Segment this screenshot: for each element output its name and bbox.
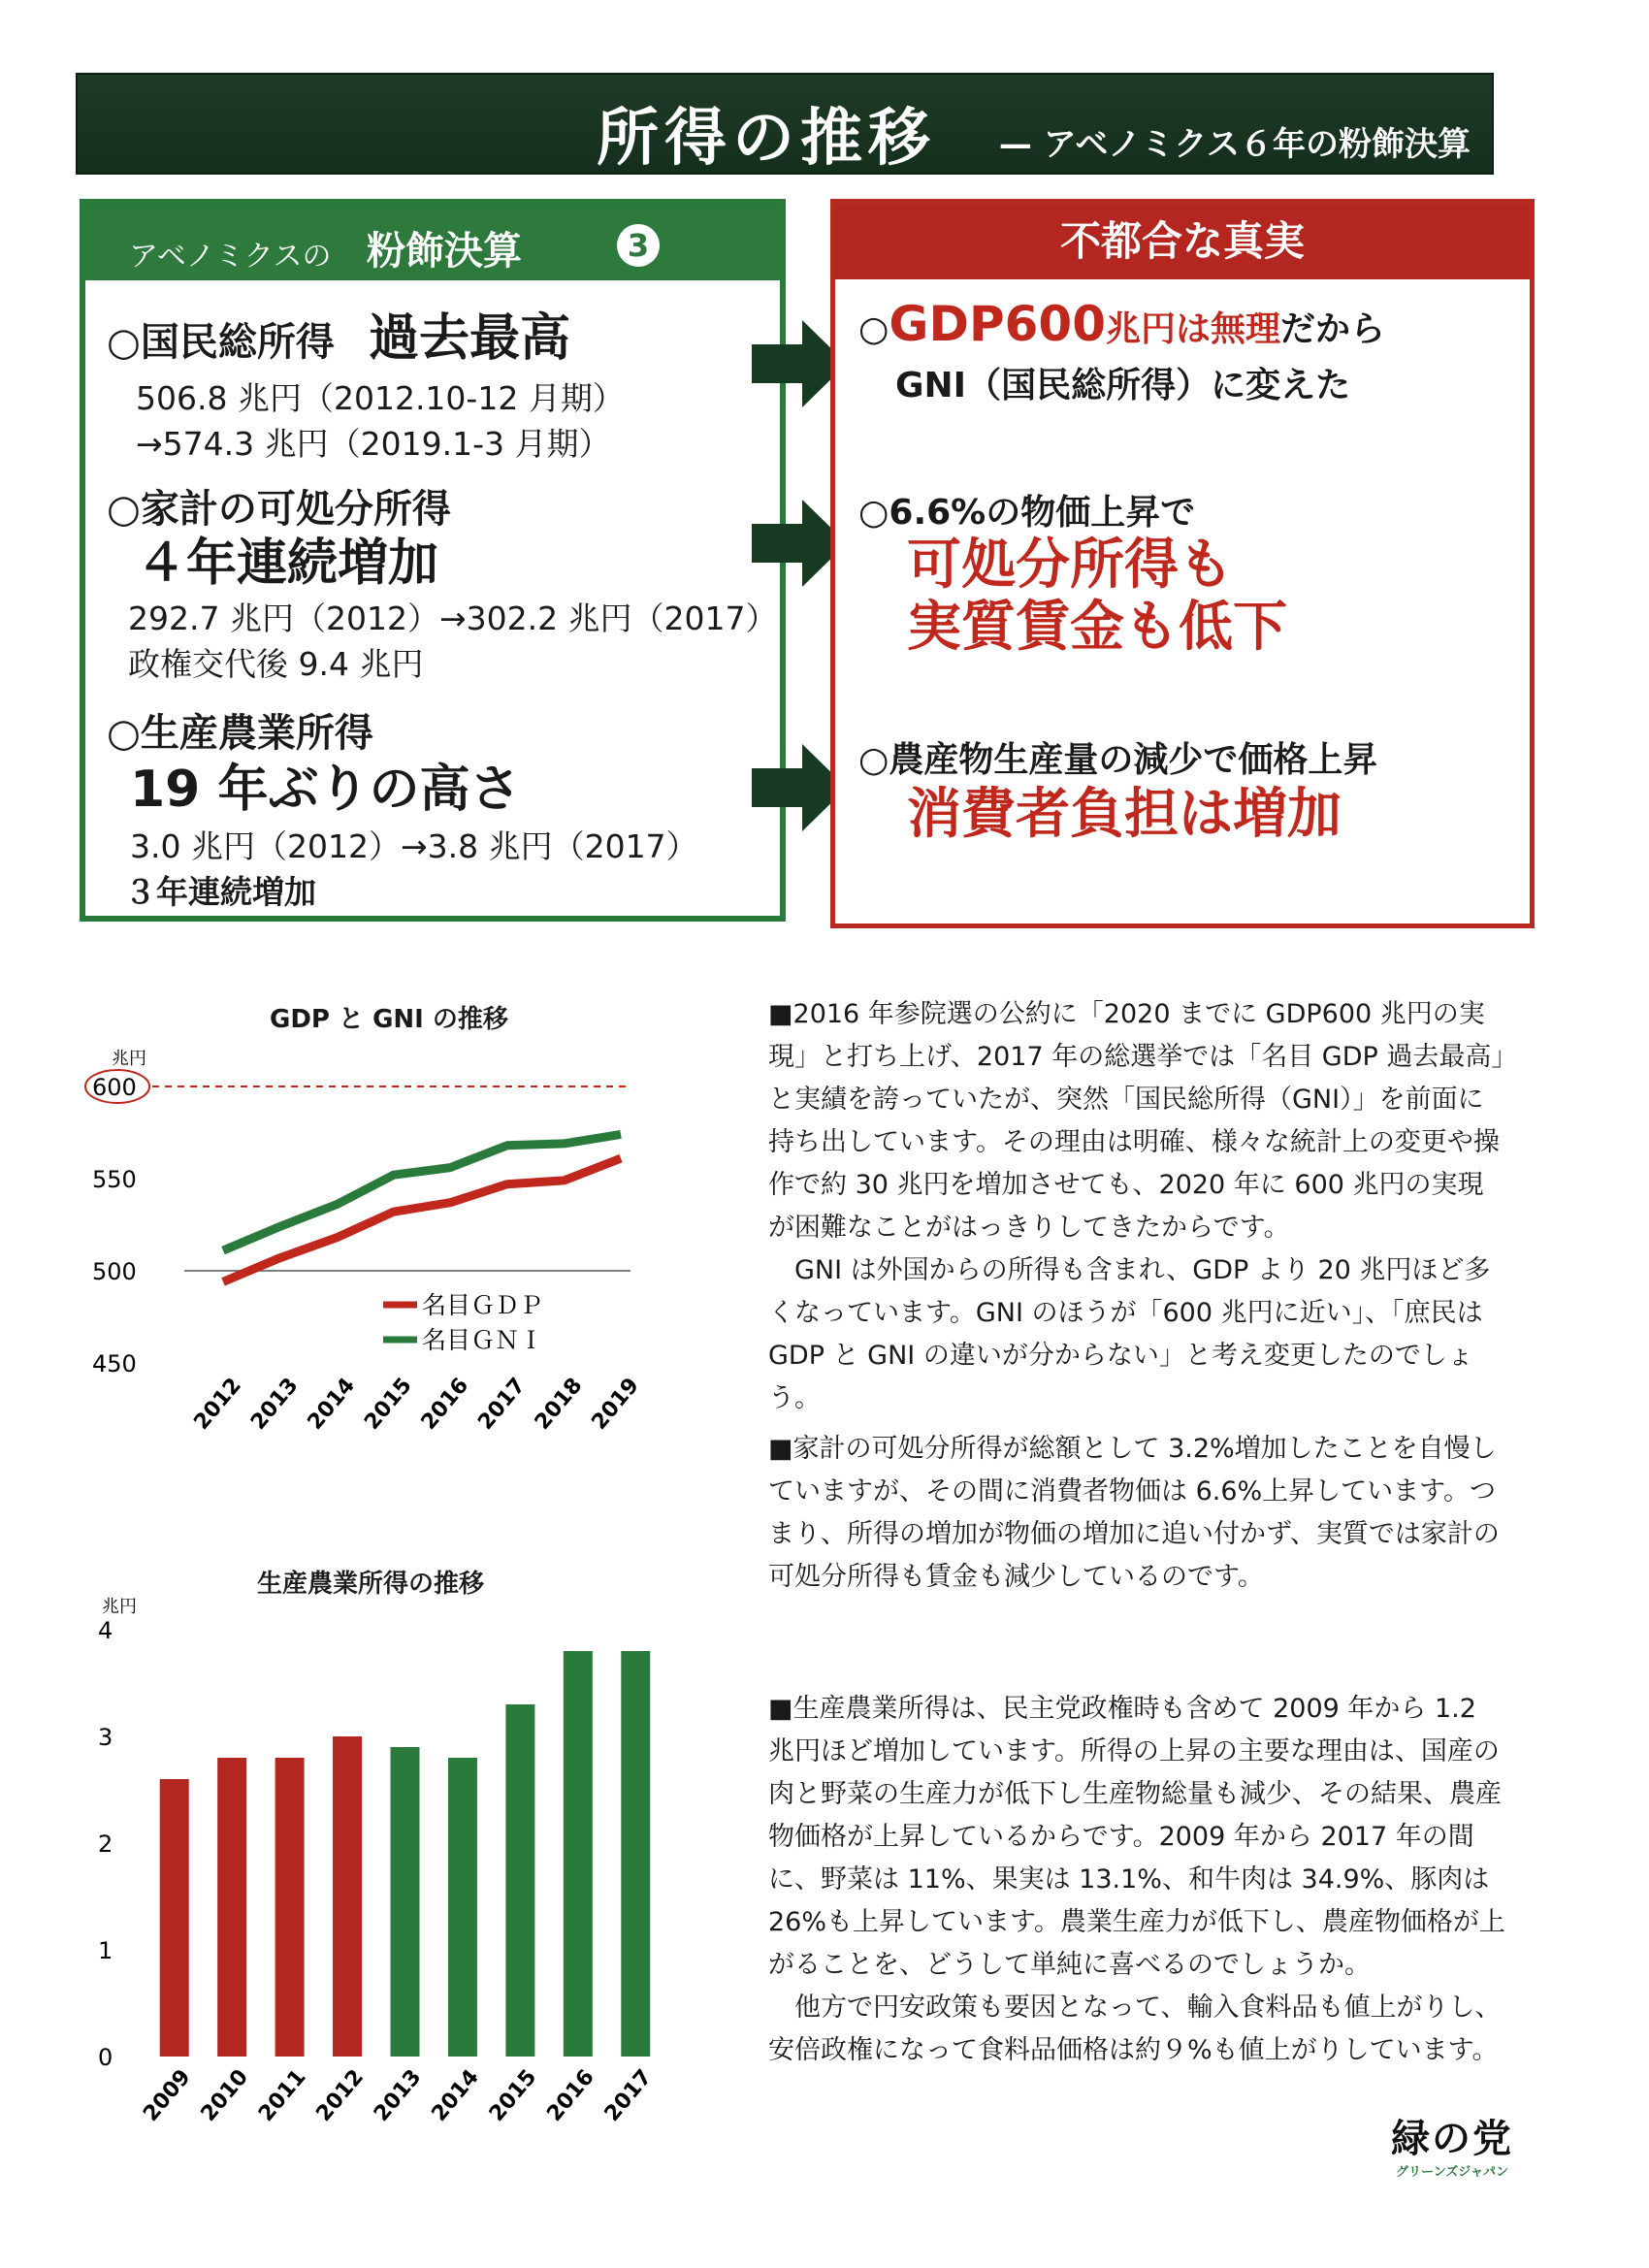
claim-title: ○国民総所得 bbox=[107, 320, 335, 365]
bar bbox=[333, 1736, 362, 2057]
inconvenient-truth-box bbox=[830, 199, 1535, 928]
truth-red-text: 兆円は無理 bbox=[1105, 309, 1280, 349]
legend-label: 名目ＧＤＰ bbox=[422, 1291, 544, 1319]
truth-box-heading: 不都合な真実 bbox=[835, 204, 1530, 279]
y-tick-label: 3 bbox=[98, 1724, 113, 1751]
claim-highlight: 過去最高 bbox=[369, 309, 571, 368]
claim-title: ○家計の可処分所得 bbox=[107, 487, 451, 532]
logo-sub-text: グリーンズジャパン bbox=[1395, 2165, 1509, 2180]
legend-label: 名目ＧＮＩ bbox=[422, 1326, 544, 1354]
claim-detail: 3.0 兆円（2012）→3.8 兆円（2017） bbox=[130, 827, 698, 865]
claims-heading-main: 粉飾決算 bbox=[367, 229, 522, 274]
claim-highlight: 19 年ぶりの高さ bbox=[130, 761, 521, 819]
claim-title: ○生産農業所得 bbox=[107, 711, 373, 756]
truth-line: ○6.6%の物価上昇で bbox=[858, 493, 1196, 533]
bar bbox=[217, 1758, 246, 2057]
x-tick-label: 2018 bbox=[530, 1373, 588, 1435]
claim-detail: 506.8 兆円（2012.10-12 月期） bbox=[136, 379, 625, 417]
article-paragraph: ■2016 年参院選の公約に「2020 までに GDP600 兆円の実現」と打ち上げ、2017 年の総選挙では「名目 GDP 過去最高」と実績を誇っていたが、突然「国民総所得（GNI）」を前面に持ち出しています。その理由は明確、様々な統計上の変更や操作で約 30 兆円を増加させても、2020 年に 600 兆円の実現が困難なことがはっきりしてきたからです。 bbox=[768, 999, 1504, 1243]
bar bbox=[391, 1747, 420, 2057]
gdp-gni-chart-title: GDP と GNI の推移 bbox=[270, 1005, 508, 1034]
y-tick-label: 500 bbox=[92, 1258, 137, 1285]
truth-line: GNI（国民総所得）に変えた bbox=[895, 366, 1351, 405]
truth-line: ○農産物生産量の減少で価格上昇 bbox=[858, 740, 1378, 780]
y-tick-label: 2 bbox=[98, 1831, 113, 1858]
truth-red-text: GDP600 bbox=[889, 296, 1106, 352]
bar bbox=[448, 1758, 477, 2057]
farm-income-chart-title: 生産農業所得の推移 bbox=[257, 1570, 485, 1599]
truth-bullet: ○ bbox=[858, 309, 889, 349]
bar bbox=[621, 1651, 650, 2057]
claim-highlight: ４年連続増加 bbox=[136, 535, 439, 593]
claim-detail-bold: ３年連続増加 bbox=[124, 873, 316, 911]
x-tick-label: 2016 bbox=[542, 2064, 599, 2126]
truth-tail: だから bbox=[1280, 309, 1386, 349]
truth-farm bbox=[858, 732, 1377, 848]
y-tick-label: 4 bbox=[98, 1617, 113, 1644]
article-paragraph: GNI は外国からの所得も含まれ、GDP より 20 兆円ほど多くなっています。GNI のほうが「600 兆円に近い」、「庶民は GDP と GNI の違いが分からない」と考え変更したのでしょう。 bbox=[768, 1255, 1491, 1413]
truth-gdp bbox=[858, 296, 1385, 407]
series-line bbox=[223, 1158, 621, 1281]
logo-main-text: 緑の党 bbox=[1391, 2117, 1513, 2161]
x-tick-label: 2014 bbox=[303, 1373, 361, 1435]
abenomics-claims-box bbox=[80, 199, 786, 922]
x-tick-label: 2017 bbox=[473, 1373, 531, 1435]
x-tick-label: 2013 bbox=[246, 1373, 304, 1435]
y-tick-label: 550 bbox=[92, 1166, 137, 1193]
x-tick-label: 2019 bbox=[587, 1373, 644, 1435]
bar bbox=[505, 1704, 534, 2057]
bar bbox=[564, 1651, 593, 2057]
claims-heading-prefix: アベノミクスの bbox=[129, 240, 332, 274]
series-line bbox=[223, 1134, 621, 1250]
bar bbox=[160, 1779, 189, 2057]
truth-red-text: 消費者負担は増加 bbox=[907, 783, 1342, 846]
claims-box-heading bbox=[85, 205, 780, 280]
article-body bbox=[768, 993, 1505, 2072]
truth-red-text: 実質賃金も低下 bbox=[907, 596, 1287, 659]
claim-disposable-income bbox=[107, 478, 778, 685]
x-tick-label: 2009 bbox=[139, 2064, 196, 2126]
gdp-gni-line-chart bbox=[92, 1033, 674, 1441]
x-tick-label: 2012 bbox=[311, 2064, 370, 2126]
claim-detail: →574.3 兆円（2019.1-3 月期） bbox=[136, 425, 611, 463]
truth-red-text: 可処分所得も bbox=[907, 534, 1233, 597]
x-tick-label: 2017 bbox=[599, 2064, 658, 2126]
x-tick-label: 2012 bbox=[189, 1373, 246, 1435]
x-tick-label: 2014 bbox=[427, 2064, 484, 2126]
y-axis-unit: 兆円 bbox=[112, 1049, 146, 1069]
greens-japan-logo bbox=[1389, 2117, 1515, 2179]
truth-prices bbox=[858, 485, 1287, 659]
claim-detail: 政権交代後 9.4 兆円 bbox=[128, 645, 424, 683]
x-tick-label: 2016 bbox=[416, 1373, 474, 1435]
bar bbox=[275, 1758, 305, 2057]
y-tick-label: 1 bbox=[98, 1937, 113, 1964]
x-tick-label: 2010 bbox=[196, 2064, 254, 2126]
y-tick-label: 450 bbox=[92, 1350, 137, 1377]
claims-heading-number: 3 bbox=[617, 224, 660, 267]
y-tick-label: 600 bbox=[92, 1074, 137, 1101]
page-header bbox=[76, 73, 1494, 175]
x-tick-label: 2013 bbox=[369, 2064, 427, 2126]
y-tick-label: 0 bbox=[98, 2044, 113, 2071]
y-axis-unit: 兆円 bbox=[102, 1597, 137, 1617]
farm-income-bar-chart bbox=[92, 1591, 694, 2124]
article-paragraph: ■生産農業所得は、民主党政権時も含めて 2009 年から 1.2 兆円ほど増加しています。所得の上昇の主要な理由は、国産の肉と野菜の生産力が低下し生産物総量も減少、その結果、農産物価格が上昇しているからです。2009 年から 2017 年の間に、野菜は 11%、果実は 13.1%、和牛肉は 34.9%、豚肉は 26%も上昇しています。農業生産力が低下し、農産物価格が上がることを、どうして単純に喜べるのでしょうか。 bbox=[768, 1694, 1505, 1980]
x-tick-label: 2015 bbox=[484, 2064, 542, 2126]
article-paragraph: 他方で円安政策も要因となって、輸入食料品も値上がりし、安倍政権になって食料品価格は約９%も値上がりしています。 bbox=[768, 1993, 1502, 2065]
claim-detail: 292.7 兆円（2012）→302.2 兆円（2017） bbox=[128, 599, 778, 637]
x-tick-label: 2011 bbox=[254, 2064, 311, 2126]
claim-farm-income bbox=[107, 702, 698, 913]
x-tick-label: 2015 bbox=[360, 1373, 417, 1435]
claim-gni bbox=[107, 297, 625, 465]
article-paragraph: ■家計の可処分所得が総額として 3.2%増加したことを自慢していますが、その間に消費者物価は 6.6%上昇しています。つまり、所得の増加が物価の増加に追い付かず、実質では家計の可処分所得も賃金も減少しているのです。 bbox=[768, 1434, 1500, 1592]
page-title: 所得の推移 bbox=[597, 103, 936, 175]
page-subtitle: — アベノミクス６年の粉飾決算 bbox=[998, 125, 1471, 164]
